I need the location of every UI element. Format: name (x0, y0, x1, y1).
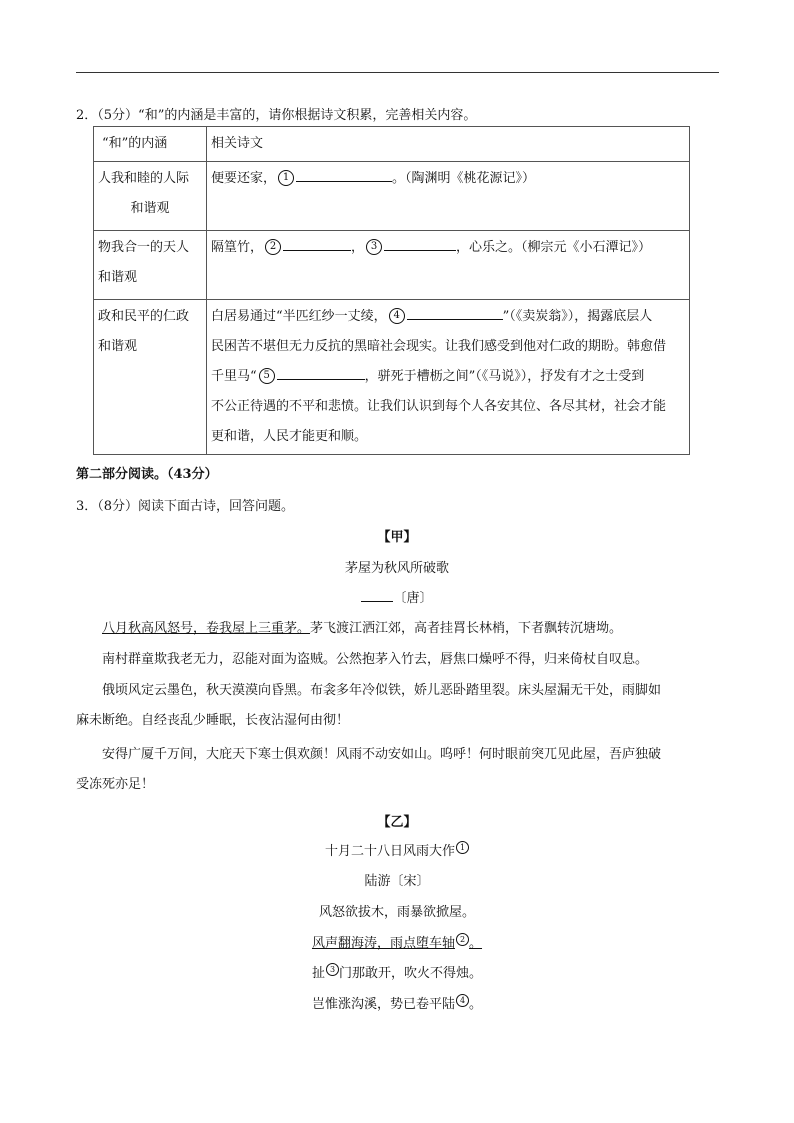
poem-jia-p3-line1: 俄顷风定云墨色，秋天漠漠向昏黑。布衾多年冷似铁，娇儿恶卧踏里裂。床头屋漏无干处，雨脚如 (102, 683, 662, 698)
poem-jia-p1-rest: 茅飞渡江洒江郊，高者挂罥长林梢，下者飘转沉塘坳。 (310, 621, 623, 636)
harmony-table (93, 126, 690, 455)
row3-line1-pre: 白居易通过“半匹红纱一丈绫， (211, 309, 387, 324)
row3-category-line2: 和谐观 (98, 339, 138, 354)
row3-line5: 更和谐，人民才能更和顺。 (211, 429, 368, 444)
row1-category (94, 162, 207, 231)
poem-jia-paragraph-4 (76, 740, 726, 800)
poem-yi-line-2-underlined: 风声翻海涛，雨点堕车轴 $^2$ 。 (311, 934, 483, 951)
footnote-3-marker: 3 (326, 963, 339, 976)
row3-content (207, 300, 690, 455)
table-row (94, 300, 690, 455)
poem-yi-line-2 (0, 932, 794, 951)
poem-yi-line-4-text: 岂惟涨沟溪，势已卷平陆 (311, 997, 455, 1012)
table-header-row (94, 127, 690, 162)
row3-line4: 不公正待遇的不平和悲愤。让我们认识到每个人各安其位、各尽其材，社会才能 (211, 399, 667, 414)
poem-jia-title: 茅屋为秋风所破歌 (344, 561, 449, 576)
poem-jia-p4-line2: 受冻死亦足！ (76, 777, 155, 792)
answer-blank-4[interactable] (407, 305, 503, 320)
row2-content (207, 231, 690, 300)
row2-text: 隔篁竹， (211, 240, 264, 255)
answer-blank-5[interactable] (277, 365, 365, 380)
row2-source: ，心乐之。（柳宗元《小石潭记》） (456, 240, 652, 255)
poem-jia-paragraph-1 (76, 614, 726, 644)
poem-jia-paragraph-2: 南村群童欺我老无力，忍能对面为盗贼。公然抱茅入竹去，唇焦口燥呼不得，归来倚杖自叹息。 (102, 652, 649, 667)
row2-comma: ， (351, 240, 365, 255)
poem-yi-line-3-pre: 扯 (311, 966, 325, 981)
row1-source: 。（陶渊明《桃花源记》） (392, 171, 536, 186)
table-row (94, 162, 690, 231)
poem-jia-author (0, 587, 794, 606)
poem-yi-line-4: 岂惟涨沟溪，势已卷平陆 $^4$ 。 (311, 995, 483, 1012)
part-2-heading: 第二部分阅读。（43分） (76, 467, 218, 482)
row3-category-line1: 政和民平的仁政 (98, 309, 190, 324)
blank-number-2: 2 (265, 239, 281, 255)
header-connotation: “和”的内涵 (94, 127, 207, 162)
footnote-2-marker: 2 (456, 933, 469, 946)
row3-line1 (211, 302, 685, 332)
row3-line3 (211, 362, 685, 392)
header-rule (76, 72, 719, 73)
poem-jia-dynasty: 〔唐〕 (393, 591, 433, 606)
table-row (94, 231, 690, 300)
poem-jia-p4-line1: 安得广厦千万间，大庇天下寒士俱欢颜！风雨不动安如山。呜呼！何时眼前突兀见此屋，吾庐独破 (102, 747, 662, 762)
row2-category-line1: 物我合一的天人 (98, 240, 190, 255)
poem-jia-p3-line2: 麻未断绝。自经丧乱少睡眠，长夜沾湿何由彻！ (76, 713, 350, 728)
row3-line1-post: ”（《卖炭翁》），揭露底层人 (502, 309, 653, 324)
poem-yi-line-1: 风怒欲拔木，雨暴欲掀屋。 (318, 905, 475, 920)
poem-yi-title-text: 十月二十八日风雨大作 (324, 844, 455, 859)
row1-text: 便要还家， (211, 171, 277, 186)
blank-number-4: 4 (389, 308, 405, 324)
poem-yi-line-3-post: 门那敢开，吹火不得烛。 (339, 966, 483, 981)
footnote-1-marker: 1 (456, 841, 469, 854)
question-2-title: 2．（5分）“和”的内涵是丰富的，请你根据诗文积累，完善相关内容。 (76, 108, 477, 123)
row3-category (94, 300, 207, 455)
blank-number-5: 5 (259, 368, 275, 384)
row1-content (207, 162, 690, 231)
footnote-4-marker: 4 (456, 994, 469, 1007)
header-poems: 相关诗文 (207, 127, 690, 162)
poem-yi-line-2-text: 风声翻海涛，雨点堕车轴 (311, 936, 455, 951)
row3-line2: 民困苦不堪但无力反抗的黑暗社会现实。让我们感受到他对仁政的期盼。韩愈借 (211, 339, 667, 354)
answer-blank-1[interactable] (296, 167, 392, 182)
row2-category-line2: 和谐观 (98, 270, 138, 285)
row2-category (94, 231, 207, 300)
underlined-sentence: 八月秋高风怒号，卷我屋上三重茅。 (102, 621, 311, 636)
poem-yi-author: 陆游〔宋〕 (364, 874, 430, 889)
author-blank[interactable] (361, 587, 393, 602)
poem-jia-label: 【甲】 (377, 530, 417, 545)
row1-category-line2: 和谐观 (130, 201, 170, 216)
answer-blank-3[interactable] (384, 236, 456, 251)
blank-number-1: 1 (278, 170, 294, 186)
row3-line3-pre: 千里马“ (211, 369, 257, 384)
poem-jia-paragraph-3 (76, 676, 726, 736)
question-3-title: 3．（8分）阅读下面古诗，回答问题。 (76, 499, 295, 514)
row3-line3-post: ，骈死于槽枥之间”（《马说》），抒发有才之士受到 (364, 369, 645, 384)
poem-yi-label: 【乙】 (377, 815, 417, 830)
poem-yi-title (0, 840, 794, 859)
blank-number-3: 3 (366, 239, 382, 255)
answer-blank-2[interactable] (283, 236, 351, 251)
poem-yi-line-3 (0, 962, 794, 981)
row1-category-line1: 人我和睦的人际 (98, 171, 190, 186)
